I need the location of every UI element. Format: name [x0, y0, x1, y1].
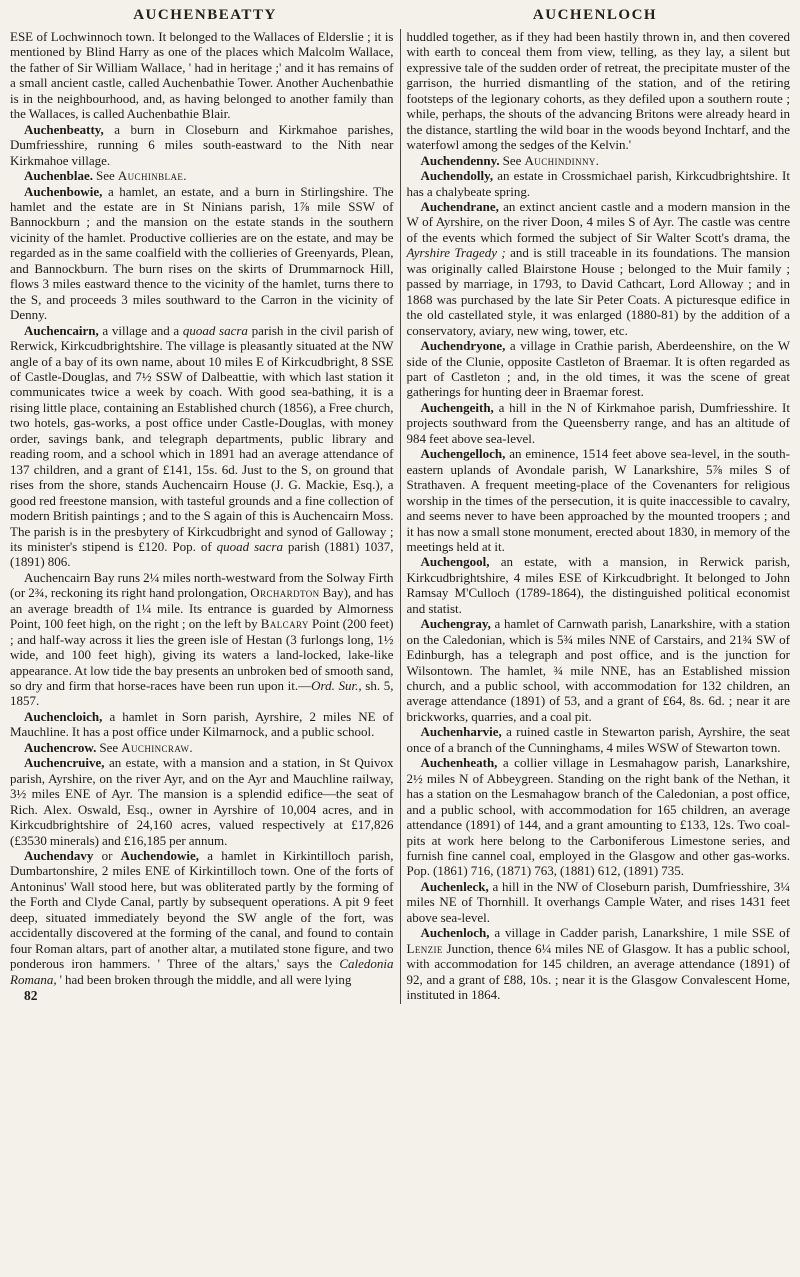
text-segment-smallcaps: Lenzie [406, 940, 443, 956]
text-segment-bold: Auchencairn, [24, 322, 99, 338]
text-segment-smallcaps: Balcary [260, 616, 309, 632]
text-segment-plain: huddled together, as if they had been hastily thrown in, and then covered with earth to conceal them from view, telling, as they lay, a silent but expressive tale of the sudden order of retreat, the precipitate muster of the garrison, the hurried dismantling of the station, and of the retiring footsteps of the legionary cohorts, as they defiled upon a southern route ; while, perhaps, the shouts of the advancing Britons were already heard in the distance, startling the wild boar in the woods beyond Inchtarf, and the waterfowl among the sedges of the Kelvin.' [406, 29, 790, 153]
text-segment-plain: See [499, 152, 525, 168]
text-segment-plain: a hill in the N of Kirkmahoe parish, Dumfriesshire. It projects southward from the Queensberry range, and has an altitude of 984 feet above sea-level. [406, 399, 790, 446]
text-segment-plain: a hamlet in Sorn parish, Ayrshire, 2 miles NE of Mauchline. It has a post office under Kilmarnock, and a public school. [10, 708, 394, 740]
text-segment-bold: Auchendowie, [120, 848, 199, 864]
text-segment-italic: quoad sacra [216, 538, 283, 554]
text-segment-bold: Auchendrane, [420, 198, 499, 214]
text-segment-bold: Auchenbowie, [24, 183, 103, 199]
entry-paragraph [10, 184, 394, 323]
entry-paragraph [10, 740, 394, 755]
entry-paragraph [10, 755, 394, 848]
column-left-text [10, 29, 394, 987]
text-segment-plain: a hamlet, an estate, and a burn in Stirlingshire. The hamlet and the estate are in St Ninians parish, 1⅞ mile SSW of Bannockburn ; and the mansion on the estate stands in the southern vicinity of the hamlet. Productive collieries are on the estate, and may be regarded as in the same coalfield with the collieries of Greenyards, Plean, and Bannockburn. The burn rises on the skirts of Drummarnock Hill, flows 3 miles eastward thence to the vicinity of the hamlet, turns there to the S, and proceeds 3 miles southward to the Carron in the vicinity of Denny. [10, 183, 394, 323]
text-segment-bold: Auchenharvie, [420, 724, 502, 740]
text-segment-plain: or [93, 848, 121, 864]
text-segment-plain: See [96, 739, 122, 755]
text-segment-bold: Auchenloch, [420, 925, 490, 941]
text-segment-bold: Auchencloich, [24, 708, 103, 724]
text-segment-bold: Auchendavy [24, 848, 94, 864]
text-segment-plain: a hamlet in Kirkintilloch parish, Dumbartonshire, 2 miles ENE of Kirkintilloch town. One of the forts of Antoninus' Wall stood here, but was obliterated partly by the forming of the Forth and Clyde Canal, partly by subsequent operations. A pit 9 feet deep, situated immediately beyond the SW angle of the fort, was accidentally discovered at the forming of the canal, and found to contain four Roman altars, part of another altar, a mutilated stone figure, and two ponderous iron hammers. ' Three of the altars,' says the [10, 848, 394, 972]
text-segment-plain: a hill in the NW of Closeburn parish, Dumfriesshire, 3¼ miles NE of Thornhill. It overhangs Cample Water, and rises 1431 feet above sea-level. [406, 878, 790, 925]
entry-paragraph [407, 879, 791, 925]
text-segment-plain: ESE of Lochwinnoch town. It belonged to the Wallaces of Elderslie ; it is mentioned by Blind Harry as one of the places which Malcolm Wallace, the father of Sir William Wallace, ' had in heritage ;' and it has remains of a small ancient castle, called Auchenbathie Tower. Another Auchenbathie is in the neighbourhood, and, as having belonged to another family than the Wallaces, is called Auchenbathie Blair. [10, 29, 394, 122]
entry-paragraph [10, 168, 394, 183]
entry-paragraph [407, 338, 791, 400]
text-segment-plain: parish in the civil parish of Rerwick, Kirkcudbrightshire. The village is pleasantly situated at the NW angle of a bay of its own name, about 10 miles E of Kirkcudbright, 8 SSE of Castle-Douglas, and 7½ SSW of Dalbeattie, with which last station it communicates twice a week by coach. With good sea-bathing, it is a rising little place, containing an Established church (1856), a Free church, two hotels, gas-works, a post office under Castle-Douglas, with money order, savings bank, and telegraph departments, public library and reading room, and a school which in 1891 had an average attendance of 137 children, and a grant of £141, 15s. 6d. Just to the S, on ground that rises from the shore, stands Auchencairn House (J. G. Mackie, Esq.), a good red freestone mansion, with tasteful grounds and a fine collection of modern British paintings ; and to the S again of this is Auchencairn Moss. The parish is in the presbytery of Kirkcudbright and synod of Galloway ; its minister's stipend is £120. Pop. of [10, 322, 394, 554]
text-segment-plain: an extinct ancient castle and a modern mansion in the W of Ayrshire, on the river Doon, 4 miles S of Ayr. The castle was centre of the events which formed the subject of Sir Walter Scott's drama, the [406, 198, 790, 245]
text-segment-plain: an estate, with a mansion, in Rerwick parish, Kirkcudbrightshire, 4 miles ESE of Kirkcudbright. It belonged to John Ramsay M'Culloch (1789-1864), the distinguished political economist and statist. [406, 554, 790, 616]
text-segment-plain: a collier village in Lesmahagow parish, Lanarkshire, 2½ miles N of Abbeygreen. Standing on the right bank of the Nethan, it has a station on the Lesmahagow branch of the Caledonian, a post office, and a public school, with accommodation for 165 children, an average attendance (1891) of 144, and a grant amounting to £133, 12s. Two coal-pits at work here belong to the Carboniferous Limestone series, and furnish fine cannel coal, employed in the Glasgow and other gas-works. Pop. (1861) 716, (1871) 763, (1881) 612, (1891) 735. [406, 755, 790, 879]
text-segment-bold: Auchengool, [420, 554, 490, 570]
text-segment-plain: an eminence, 1514 feet above sea-level, in the south-eastern uplands of Avondale parish, W Lanarkshire, 5⅞ miles S of Strathaven. A frequent meeting-place of the Covenanters for religious worship in the times of the persecution, it is quite inaccessible to cavalry, and seems never to have been approached by the mounted troopers ; and it has now a small stone monument, erected about 1830, in memory of the meetings held at it. [406, 446, 790, 554]
text-segment-plain: a ruined castle in Stewarton parish, Ayrshire, the seat once of a branch of the Cunninghams, 4 miles WSW of Stewarton town. [406, 724, 790, 755]
entry-paragraph [407, 168, 791, 199]
running-heads [10, 7, 790, 24]
text-segment-smallcaps: Auchincraw. [121, 739, 194, 755]
column-right-text [407, 29, 791, 1003]
text-segment-italic: Ayrshire Tragedy ; [406, 245, 506, 261]
text-segment-plain: a village and a [98, 322, 183, 338]
text-segment-plain: See [92, 168, 118, 184]
entry-paragraph [10, 29, 394, 122]
text-segment-italic: Caledonia Romana, [10, 956, 394, 987]
text-segment-bold: Auchengray, [420, 616, 491, 632]
text-segment-plain: Junction, thence 6¼ miles NE of Glasgow. It has a public school, with accommodation for 145 children, an average attendance (1891) of 92, and a grant of £88, 10s. ; near it is the Glasgow Convalescent Home, instituted in 1864. [406, 940, 790, 1003]
text-segment-bold: Auchengelloch, [420, 446, 506, 462]
entry-paragraph [10, 122, 394, 168]
text-segment-italic: Ord. Sur., [311, 678, 362, 694]
entry-paragraph [407, 400, 791, 446]
entry-paragraph [407, 755, 791, 879]
entry-paragraph [407, 199, 791, 338]
text-segment-plain: sh. 5, 1857. [10, 678, 394, 709]
text-segment-plain: ' had been broken through the middle, and all were lying [56, 971, 352, 987]
entry-paragraph [407, 446, 791, 554]
text-segment-bold: Auchenheath, [420, 755, 498, 771]
two-column-body [10, 29, 790, 1004]
column-right [407, 29, 791, 1004]
entry-paragraph [407, 925, 791, 1002]
text-segment-bold: Auchenblae. [24, 168, 93, 184]
text-segment-plain: a village in Crathie parish, Aberdeenshire, on the W side of the Clunie, opposite Castleton of Braemar. It is often regarded as part of Castleton ; and, in the old times, it was the scene of great gatherings for hunting deer in Braemar forest. [406, 338, 790, 400]
entry-paragraph [10, 848, 394, 987]
text-segment-bold: Auchencruive, [24, 755, 105, 771]
entry-paragraph [407, 724, 791, 755]
text-segment-plain: an estate, with a mansion and a station, in St Quivox parish, Ayrshire, on the river Ayr, and on the Ayr and Mauchline railway, 3½ miles ENE of Ayr. The mansion is a splendid edifice—the seat of Rich. Alex. Oswald, Esq., owner in Ayrshire of 10,004 acres, and in Kirkcudbrightshire of 24,160 acres, valued respectively at £17,826 (£3530 minerals) and £16,185 per annum. [10, 755, 394, 848]
text-segment-plain: and is still traceable in its foundations. The mansion was originally called Blairstone House ; belonged to the Muir family ; passed by marriage, in 1793, to David Cathcart, Lord Alloway ; and in 1868 was purchased by the late Sir Peter Coats. A picturesque edifice in the old castellated style, it was enlarged (1880-81) by the addition of a conservatory, aviary, new wing, tower, etc. [406, 245, 790, 338]
text-segment-plain: a village in Cadder parish, Lanarkshire, 1 mile SSE of [489, 925, 790, 941]
text-segment-bold: Auchenbeatty, [24, 121, 104, 137]
text-segment-plain: Auchencairn Bay runs 2¼ miles north-westward from the Solway Firth (or 2¾, reckoning its right hand prolongation, [10, 569, 394, 601]
text-segment-plain: a hamlet of Carnwath parish, Lanarkshire, with a station on the Caledonian, which is 5¾ miles NNE of Carstairs, and 21¾ SW of Edinburgh, has a telegraph and post office, and is the junction for Wilsontown. The hamlet, ¾ mile NNE, has an Established mission church, and a public school, with accommodation for 132 children, an average attendance (1891) of 53, and a grant of £64, 8s. 6d. ; near it are brickworks, quarries, and a coal pit. [406, 616, 790, 724]
page-number: 82 [24, 988, 38, 1004]
entry-paragraph [407, 29, 791, 153]
entry-paragraph [407, 616, 791, 724]
running-head-right: AUCHENLOCH [532, 7, 658, 23]
entry-paragraph [10, 709, 394, 740]
running-head-left: AUCHENBEATTY [133, 7, 277, 23]
text-segment-bold: Auchendryone, [420, 338, 506, 354]
text-segment-bold: Auchendenny. [420, 152, 500, 168]
text-segment-italic: quoad sacra [182, 322, 248, 338]
entry-paragraph [10, 323, 394, 570]
text-segment-plain: Bay), and has an average breadth of 1¼ mile. Its entrance is guarded by Almorness Point, 100 feet high, on the right ; on the left by [10, 585, 394, 632]
text-segment-plain: a burn in Closeburn and Kirkmahoe parishes, Dumfriesshire, running 6 miles south-eastward to the Nith near Kirkmahoe village. [10, 121, 394, 168]
text-segment-smallcaps: Auchinblae. [117, 168, 187, 184]
text-segment-bold: Auchencrow. [24, 739, 97, 755]
text-segment-plain: Point (200 feet) ; and half-way across it lies the green isle of Hestan (3 furlongs long, 1½ wide, and 100 feet high), giving its waters a land-locked, lake-like appearance. At low tide the bay presents an unbroken bed of smooth sand, so dry and firm that horse-races have been run upon it.— [10, 616, 394, 694]
column-divider-rule [400, 29, 401, 1004]
text-segment-plain: an estate in Crossmichael parish, Kirkcudbrightshire. It has a chalybeate spring. [406, 168, 790, 199]
column-left [10, 29, 394, 1004]
text-segment-bold: Auchengeith, [420, 399, 494, 415]
text-segment-plain: parish (1881) 1037, (1891) 806. [10, 538, 394, 570]
entry-paragraph [407, 153, 791, 168]
text-segment-bold: Auchendolly, [420, 168, 494, 184]
text-segment-bold: Auchenleck, [420, 878, 489, 894]
text-segment-smallcaps: Orchardton [250, 585, 320, 601]
text-segment-smallcaps: Auchindinny. [524, 152, 600, 168]
entry-paragraph [407, 554, 791, 616]
entry-paragraph [10, 570, 394, 709]
